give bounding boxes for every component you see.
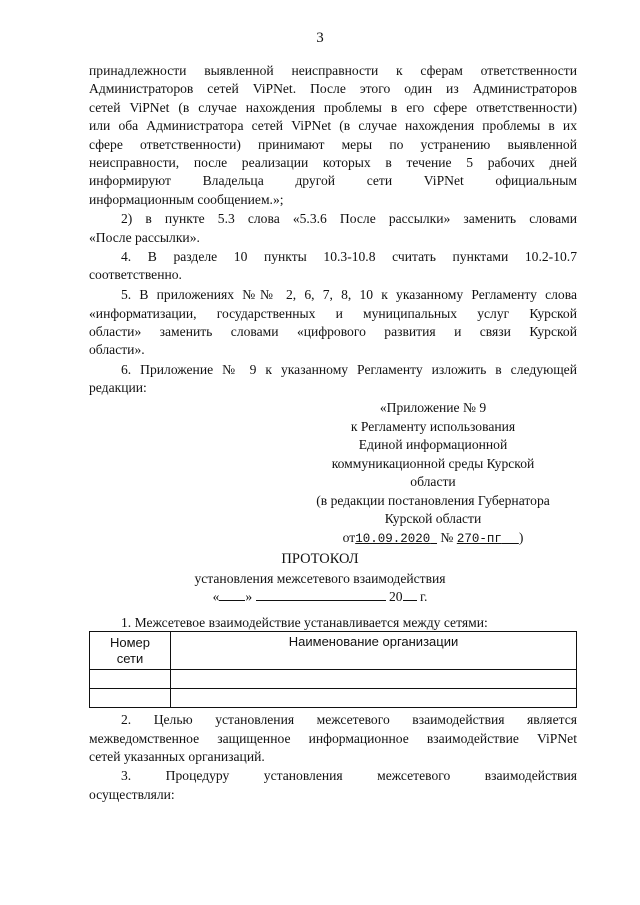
annex-date-line xyxy=(268,529,598,549)
annex-line: «Приложение № 9 xyxy=(379,400,487,415)
section-2: 2. Целью установления межсетевого взаимодействия является xyxy=(121,712,577,727)
column-header-line: сети xyxy=(116,650,144,666)
annex-line: Курской области xyxy=(384,511,482,526)
text-line: сфере ответственности) принимают меры по устранению выявленной xyxy=(89,137,577,152)
text-line: информируют Владельца другой сети ViPNet официальным xyxy=(89,173,577,188)
quote-open: « xyxy=(212,589,220,604)
year-prefix: 20 xyxy=(388,589,403,604)
section-3: 3. Процедуру установления межсетевого взаимодействия xyxy=(121,768,577,783)
annex-header xyxy=(268,399,598,548)
networks-table xyxy=(89,631,577,708)
month-blank xyxy=(256,588,386,601)
text-line: принадлежности выявленной неисправности к сферам ответственности xyxy=(89,63,577,78)
text-line: соответственно. xyxy=(89,267,182,282)
year-suffix: г. xyxy=(419,589,428,604)
decree-date: 10.09.2020 xyxy=(355,531,431,546)
text-line: межведомственное защищенное информационное взаимодействие ViPNet xyxy=(89,731,577,746)
protocol-subtitle: установления межсетевого взаимодействия xyxy=(194,571,446,586)
amendment-item-2: 2) в пункте 5.3 слова «5.3.6 После рассылки» заменить словами xyxy=(121,211,577,226)
annex-line: Единой информационной xyxy=(358,437,508,452)
text-line: области» заменить словами «цифрового развития и связи Курской xyxy=(89,324,577,339)
annex-line: (в редакции постановления Губернатора xyxy=(316,492,550,508)
text-line: осуществляли: xyxy=(89,787,175,802)
year-blank xyxy=(403,588,417,601)
text-line: «После рассылки». xyxy=(89,230,200,245)
column-header-organization: Наименование организации xyxy=(171,632,577,670)
table-cell[interactable] xyxy=(171,689,577,708)
from-label: от xyxy=(342,529,356,545)
text-line: Администраторов сетей ViPNet. После этого один из Администраторов xyxy=(89,81,577,96)
text-line: «информатизации, государственных и муниципальных услуг Курской xyxy=(89,306,577,321)
column-header-line: Номер xyxy=(109,634,150,650)
annex-line: области xyxy=(410,474,456,489)
annex-line: коммуникационной среды Курской xyxy=(331,455,535,471)
table-header-row xyxy=(90,632,577,670)
table-cell[interactable] xyxy=(90,670,171,689)
section-1: 1. Межсетевое взаимодействие устанавливается между сетями: xyxy=(121,615,488,630)
table-cell[interactable] xyxy=(171,670,577,689)
text-line: информационным сообщением.»; xyxy=(89,192,284,207)
text-line: неисправности, после реализации которых в течение 5 рабочих дней xyxy=(89,155,577,170)
text-line: редакции: xyxy=(89,380,147,395)
amendment-item-6: 6. Приложение № 9 к указанному Регламенту изложить в следующей xyxy=(121,362,577,377)
table-row xyxy=(90,689,577,708)
table-row xyxy=(90,670,577,689)
text-line: области». xyxy=(89,342,145,357)
protocol-title: ПРОТОКОЛ xyxy=(281,551,359,567)
quote-close: » xyxy=(245,589,253,604)
day-blank xyxy=(219,588,245,601)
protocol-date xyxy=(0,588,640,607)
number-label: № xyxy=(440,529,454,545)
text-line: сетей ViPNet (в случае нахождения проблемы в его сфере ответственности) xyxy=(89,100,577,115)
amendment-item-4: 4. В разделе 10 пункты 10.3-10.8 считать пунктами 10.2-10.7 xyxy=(121,249,577,264)
page-number: 3 xyxy=(316,30,324,46)
amendment-item-5: 5. В приложениях №№ 2, 6, 7, 8, 10 к указанному Регламенту слова xyxy=(121,287,577,302)
text-line: сетей указанных организаций. xyxy=(89,749,265,764)
table-cell[interactable] xyxy=(90,689,171,708)
close-paren: ) xyxy=(518,529,524,545)
text-line: или оба Администратора сетей ViPNet (в случае нахождения проблемы в их xyxy=(89,118,577,133)
annex-line: к Регламенту использования xyxy=(350,418,516,434)
column-header-network-number xyxy=(90,632,171,670)
decree-number: 270-пг xyxy=(456,531,502,546)
